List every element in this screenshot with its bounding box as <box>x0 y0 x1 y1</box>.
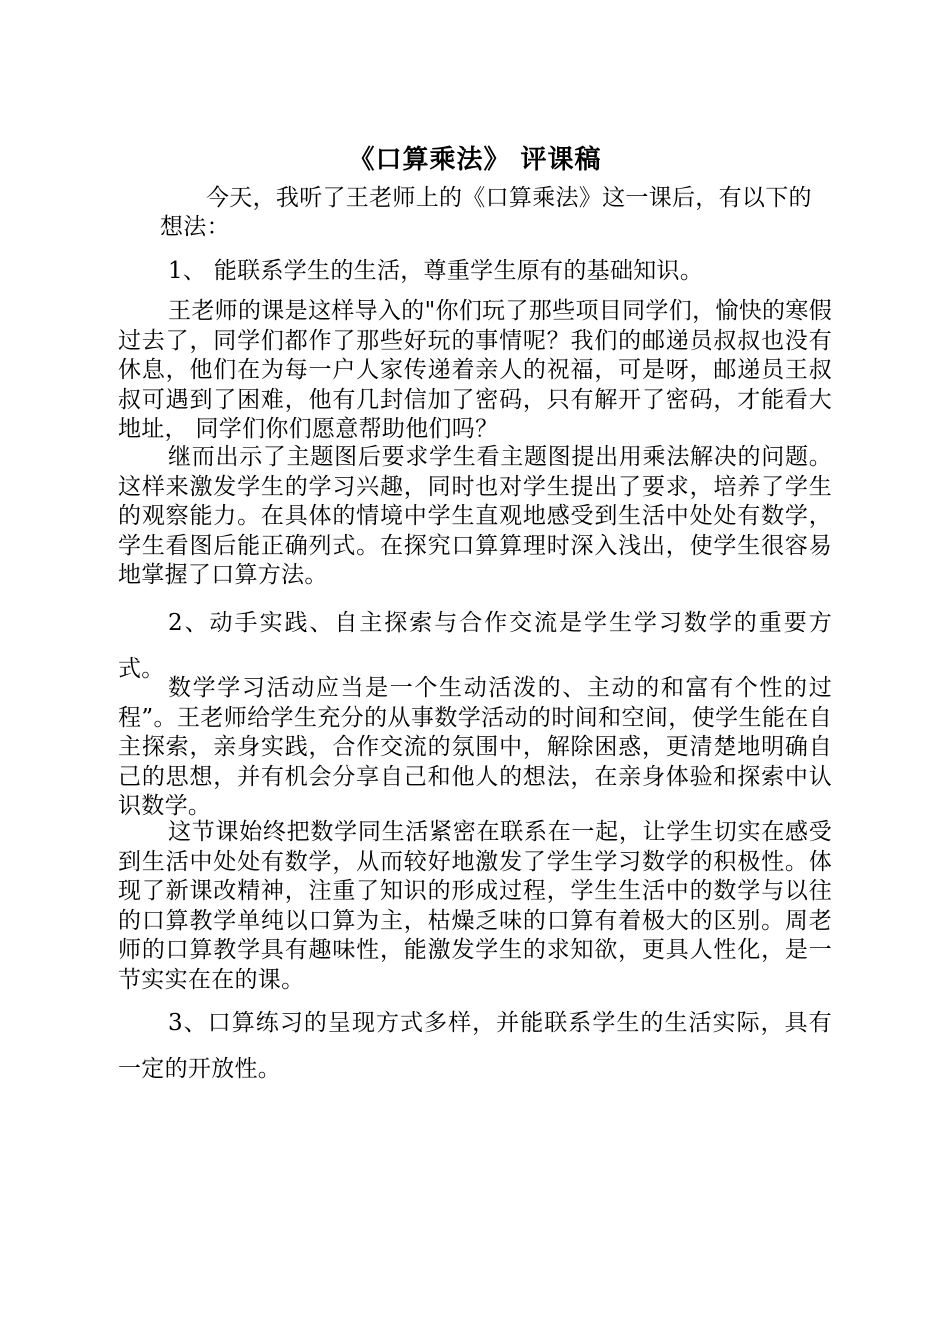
section-3-heading: 3、口算练习的呈现方式多样，并能联系学生的生活实际，具有一定的开放性。 <box>118 1010 832 1082</box>
section-1-paragraph-1: 王老师的课是这样导入的"你们玩了那些项目同学们，愉快的寒假过去了，同学们都作了那些好玩的事情呢？我们的邮递员叔叔也没有休息，他们在为每一户人家传递着亲人的祝福，可是呀，邮递员王叔叔可遇到了困难，他有几封信加了密码，只有解开了密码，才能看大地址， 同学们你们愿意帮助他们吗？ <box>118 298 832 442</box>
section-1-heading: 1、 能联系学生的生活，尊重学生原有的基础知识。 <box>168 258 704 284</box>
intro-paragraph: 今天，我听了王老师上的《口算乘法》这一课后，有以下的想法： <box>160 185 812 240</box>
section-1-paragraph-2: 继而出示了主题图后要求学生看主题图提出用乘法解决的问题。这样来激发学生的学习兴趣，同时也对学生提出了要求，培养了学生的观察能力。在具体的情境中学生直观地感受到生活中处处有数学，学生看图后能正确列式。在探究口算算理时深入浅出，使学生很容易地掌握了口算方法。 <box>118 444 832 588</box>
page-title: 《口算乘法》 评课稿 <box>348 145 602 175</box>
section-2-paragraph-1: 数学学习活动应当是一个生动活泼的、主动的和富有个性的过程”。王老师给学生充分的从事数学活动的时间和空间，使学生能在自主探索，亲身实践，合作交流的氛围中，解除困惑，更清楚地明确自己的思想，并有机会分享自己和他人的想法，在亲身体验和探索中认识数学。 <box>118 675 832 819</box>
section-2-paragraph-2: 这节课始终把数学同生活紧密在联系在一起，让学生切实在感受到生活中处处有数学，从而较好地激发了学生学习数学的积极性。体现了新课改精神，注重了知识的形成过程，学生生活中的数学与以往的口算教学单纯以口算为主，枯燥乏味的口算有着极大的区别。周老师的口算教学具有趣味性，能激发学生的求知欲，更具人性化，是一节实实在在的课。 <box>118 819 832 993</box>
section-2-heading: 2、动手实践、自主探索与合作交流是学生学习数学的重要方式。 <box>118 610 832 682</box>
